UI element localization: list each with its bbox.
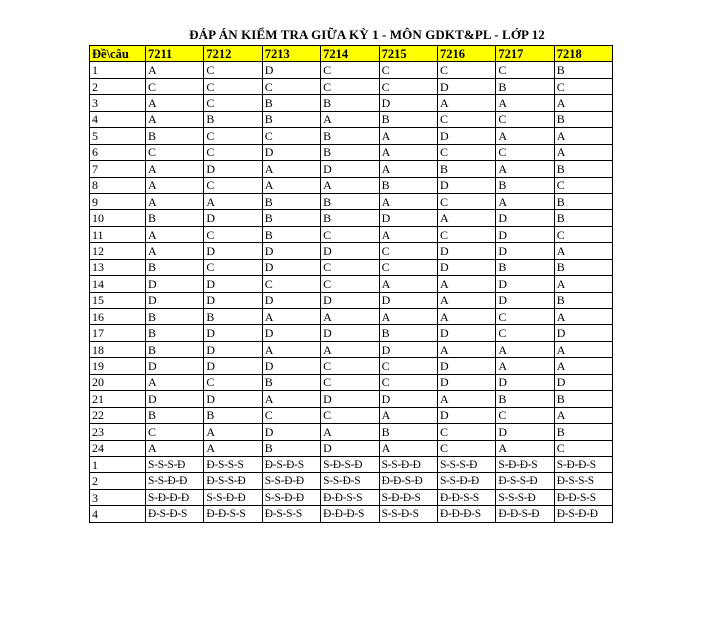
question-number-cell: 19 [90,358,146,374]
header-cell: 7214 [321,46,379,62]
answer-cell: D [554,374,612,390]
answer-cell: A [262,309,320,325]
answer-cell: C [379,259,437,275]
answer-cell: A [146,193,204,209]
answer-cell: S-S-S-Đ [437,456,495,472]
answer-cell: D [379,391,437,407]
answer-cell: Đ-S-Đ-S [262,456,320,472]
header-row [90,46,613,62]
answer-cell: S-S-Đ-Đ [437,473,495,489]
answer-cell: C [321,62,379,78]
answer-cell: C [437,144,495,160]
answer-cell: B [146,407,204,423]
answer-cell: D [204,243,262,259]
answer-cell: A [496,341,554,357]
answer-cell: B [496,391,554,407]
question-number-cell: 15 [90,292,146,308]
answer-cell: B [554,259,612,275]
answer-cell: D [262,62,320,78]
answer-cell: S-Đ-Đ-Đ [146,489,204,505]
answer-cell: A [496,440,554,456]
answer-cell: A [554,276,612,292]
answer-cell: A [554,341,612,357]
answer-cell: B [554,292,612,308]
answer-cell: B [321,210,379,226]
answer-cell: A [437,276,495,292]
answer-cell: C [321,226,379,242]
answer-cell: C [204,374,262,390]
answer-cell: D [437,259,495,275]
answer-cell: Đ-S-S-S [554,473,612,489]
question-number-cell: 22 [90,407,146,423]
answer-cell: A [146,62,204,78]
answer-cell: A [379,161,437,177]
answer-cell: D [204,210,262,226]
multiple-choice-row [90,161,613,177]
answer-cell: A [204,424,262,440]
multiple-choice-row [90,62,613,78]
true-false-row [90,456,613,472]
question-number-cell: 24 [90,440,146,456]
multiple-choice-row [90,325,613,341]
multiple-choice-row [90,243,613,259]
answer-cell: B [554,424,612,440]
answer-cell: D [379,210,437,226]
answer-cell: D [146,391,204,407]
answer-cell: S-Đ-S-Đ [321,456,379,472]
multiple-choice-row [90,309,613,325]
answer-cell: B [146,210,204,226]
question-number-cell: 23 [90,424,146,440]
answer-cell: C [554,226,612,242]
answer-cell: D [437,177,495,193]
answer-cell: A [437,95,495,111]
answer-cell: A [554,144,612,160]
answer-cell: C [321,78,379,94]
answer-cell: A [146,177,204,193]
answer-cell: A [146,243,204,259]
answer-cell: D [321,391,379,407]
answer-cell: C [321,276,379,292]
answer-cell: D [146,292,204,308]
answer-cell: D [204,161,262,177]
answer-cell: C [204,144,262,160]
answer-cell: A [379,128,437,144]
answer-cell: C [554,78,612,94]
answer-cell: A [262,341,320,357]
answer-cell: C [321,374,379,390]
answer-cell: B [262,111,320,127]
answer-cell: B [321,193,379,209]
answer-cell: Đ-S-S-Đ [496,473,554,489]
answer-cell: C [262,78,320,94]
answer-cell: S-S-Đ-Đ [379,456,437,472]
answer-cell: A [146,161,204,177]
answer-cell: S-S-Đ-Đ [146,473,204,489]
multiple-choice-row [90,193,613,209]
answer-cell: A [146,111,204,127]
answer-cell: B [262,95,320,111]
answer-cell: D [321,161,379,177]
answer-cell: C [437,226,495,242]
question-number-cell: 5 [90,128,146,144]
answer-cell: A [554,309,612,325]
answer-cell: D [496,210,554,226]
answer-cell: A [379,407,437,423]
answer-cell: C [204,128,262,144]
answer-cell: Đ-Đ-S-Đ [496,506,554,522]
answer-cell: D [437,407,495,423]
answer-cell: Đ-Đ-S-S [554,489,612,505]
answer-cell: B [321,128,379,144]
answer-cell: C [146,424,204,440]
answer-cell: B [146,325,204,341]
answer-cell: B [379,111,437,127]
answer-cell: B [262,374,320,390]
multiple-choice-row [90,111,613,127]
answer-cell: A [496,128,554,144]
answer-cell: A [321,309,379,325]
answer-cell: C [321,358,379,374]
question-number-cell: 9 [90,193,146,209]
answer-cell: B [554,161,612,177]
answer-cell: C [204,177,262,193]
answer-cell: C [321,259,379,275]
answer-cell: A [146,374,204,390]
answer-cell: D [146,358,204,374]
answer-cell: A [262,177,320,193]
answer-cell: C [437,440,495,456]
answer-cell: D [379,95,437,111]
answer-cell: B [554,111,612,127]
answer-cell: C [379,78,437,94]
multiple-choice-row [90,177,613,193]
answer-cell: C [204,226,262,242]
answer-cell: D [204,341,262,357]
answer-cell: C [437,62,495,78]
question-number-cell: 1 [90,62,146,78]
answer-cell: B [321,95,379,111]
answer-cell: D [204,391,262,407]
multiple-choice-row [90,358,613,374]
question-number-cell: 3 [90,489,146,505]
answer-cell: D [496,243,554,259]
answer-cell: A [554,128,612,144]
question-number-cell: 4 [90,111,146,127]
answer-cell: A [379,226,437,242]
answer-cell: A [496,161,554,177]
answer-cell: D [379,292,437,308]
answer-cell: B [379,424,437,440]
answer-cell: A [379,440,437,456]
answer-cell: A [262,161,320,177]
answer-cell: D [437,243,495,259]
answer-cell: S-S-Đ-S [379,506,437,522]
answer-cell: A [379,193,437,209]
multiple-choice-row [90,128,613,144]
answer-cell: A [204,193,262,209]
multiple-choice-row [90,292,613,308]
answer-cell: A [321,111,379,127]
answer-cell: A [379,276,437,292]
answer-cell: D [321,292,379,308]
answer-cell: A [496,95,554,111]
answer-cell: D [262,292,320,308]
answer-cell: D [496,226,554,242]
answer-key-table [89,45,613,523]
answer-cell: Đ-S-S-S [262,506,320,522]
answer-cell: Đ-Đ-Đ-S [437,506,495,522]
answer-cell: D [262,243,320,259]
answer-cell: B [496,78,554,94]
header-cell: Đề\câu [90,46,146,62]
answer-cell: C [437,111,495,127]
true-false-row [90,506,613,522]
answer-cell: D [379,341,437,357]
question-number-cell: 10 [90,210,146,226]
answer-cell: C [554,440,612,456]
multiple-choice-row [90,276,613,292]
answer-cell: C [496,407,554,423]
answer-cell: Đ-Đ-Đ-S [321,506,379,522]
answer-cell: A [321,177,379,193]
answer-cell: B [262,440,320,456]
question-number-cell: 4 [90,506,146,522]
answer-cell: C [204,62,262,78]
answer-cell: D [496,424,554,440]
answer-cell: S-S-Đ-Đ [262,489,320,505]
question-number-cell: 3 [90,95,146,111]
answer-cell: Đ-Đ-S-S [321,489,379,505]
answer-cell: C [379,358,437,374]
multiple-choice-row [90,424,613,440]
answer-cell: A [437,341,495,357]
question-number-cell: 21 [90,391,146,407]
answer-cell: D [204,276,262,292]
answer-cell: C [204,95,262,111]
answer-cell: C [379,243,437,259]
header-cell: 7212 [204,46,262,62]
answer-cell: A [496,193,554,209]
answer-cell: Đ-S-Đ-S [146,506,204,522]
header-cell: 7218 [554,46,612,62]
answer-cell: D [262,259,320,275]
question-number-cell: 6 [90,144,146,160]
question-number-cell: 8 [90,177,146,193]
answer-cell: D [437,358,495,374]
multiple-choice-row [90,259,613,275]
question-number-cell: 17 [90,325,146,341]
multiple-choice-row [90,144,613,160]
answer-cell: B [204,111,262,127]
answer-cell: A [321,424,379,440]
answer-cell: D [262,358,320,374]
answer-cell: A [437,309,495,325]
answer-cell: C [204,259,262,275]
answer-cell: B [146,128,204,144]
answer-cell: D [496,292,554,308]
answer-cell: D [437,374,495,390]
answer-cell: B [554,210,612,226]
answer-cell: Đ-Đ-S-Đ [379,473,437,489]
answer-cell: A [146,226,204,242]
answer-cell: D [496,276,554,292]
answer-cell: B [437,161,495,177]
answer-cell: B [204,407,262,423]
answer-cell: S-Đ-Đ-S [496,456,554,472]
answer-cell: S-S-S-Đ [146,456,204,472]
answer-cell: C [496,309,554,325]
answer-cell: C [496,144,554,160]
answer-cell: A [204,440,262,456]
multiple-choice-row [90,391,613,407]
answer-cell: A [437,391,495,407]
answer-cell: A [262,391,320,407]
answer-cell: D [321,440,379,456]
multiple-choice-row [90,78,613,94]
answer-cell: C [146,144,204,160]
answer-cell: A [554,407,612,423]
question-number-cell: 11 [90,226,146,242]
answer-cell: A [554,358,612,374]
answer-cell: A [146,95,204,111]
answer-cell: A [321,341,379,357]
answer-cell: C [204,78,262,94]
multiple-choice-row [90,374,613,390]
answer-cell: B [204,309,262,325]
answer-cell: C [379,62,437,78]
answer-cell: C [262,407,320,423]
answer-cell: B [262,226,320,242]
answer-cell: D [204,325,262,341]
header-cell: 7213 [262,46,320,62]
answer-cell: C [496,325,554,341]
answer-cell: C [379,374,437,390]
document-title: ĐÁP ÁN KIỂM TRA GIỮA KỲ 1 - MÔN GDKT&PL - LỚP 12 [189,27,545,42]
answer-cell: B [146,259,204,275]
answer-cell: D [554,325,612,341]
answer-cell: D [437,325,495,341]
multiple-choice-row [90,440,613,456]
header-cell: 7211 [146,46,204,62]
answer-cell: Đ-S-Đ-Đ [554,506,612,522]
answer-cell: S-S-Đ-Đ [262,473,320,489]
answer-cell: D [437,78,495,94]
answer-cell: S-S-Đ-S [321,473,379,489]
multiple-choice-row [90,407,613,423]
answer-cell: D [437,128,495,144]
answer-cell: B [554,62,612,78]
question-number-cell: 13 [90,259,146,275]
answer-cell: C [496,62,554,78]
answer-cell: D [321,325,379,341]
answer-cell: A [379,144,437,160]
answer-cell: B [554,193,612,209]
answer-cell: B [262,210,320,226]
question-number-cell: 2 [90,473,146,489]
answer-cell: Đ-Đ-S-S [204,506,262,522]
answer-cell: D [262,325,320,341]
answer-cell: D [321,243,379,259]
answer-cell: C [321,407,379,423]
question-number-cell: 14 [90,276,146,292]
header-cell: 7216 [437,46,495,62]
answer-cell: S-S-S-Đ [496,489,554,505]
answer-cell: S-Đ-Đ-S [379,489,437,505]
answer-cell: B [146,341,204,357]
answer-cell: B [262,193,320,209]
answer-cell: A [496,358,554,374]
answer-cell: Đ-S-S-S [204,456,262,472]
answer-cell: D [262,144,320,160]
answer-cell: A [146,440,204,456]
question-number-cell: 12 [90,243,146,259]
answer-cell: B [321,144,379,160]
answer-cell: C [496,111,554,127]
answer-cell: B [496,259,554,275]
answer-cell: B [554,391,612,407]
question-number-cell: 16 [90,309,146,325]
answer-cell: Đ-Đ-S-S [437,489,495,505]
question-number-cell: 20 [90,374,146,390]
answer-cell: Đ-S-S-Đ [204,473,262,489]
true-false-row [90,473,613,489]
multiple-choice-row [90,95,613,111]
answer-cell: D [496,374,554,390]
answer-cell: B [496,177,554,193]
answer-cell: B [146,309,204,325]
question-number-cell: 7 [90,161,146,177]
answer-cell: A [437,210,495,226]
answer-cell: C [554,177,612,193]
true-false-row [90,489,613,505]
question-number-cell: 1 [90,456,146,472]
answer-cell: D [204,358,262,374]
answer-cell: B [379,325,437,341]
header-cell: 7217 [496,46,554,62]
answer-cell: C [437,424,495,440]
answer-cell: A [379,309,437,325]
question-number-cell: 2 [90,78,146,94]
answer-cell: D [262,424,320,440]
question-number-cell: 18 [90,341,146,357]
answer-cell: A [437,292,495,308]
answer-cell: C [262,128,320,144]
multiple-choice-row [90,341,613,357]
multiple-choice-row [90,226,613,242]
answer-cell: B [379,177,437,193]
answer-cell: C [437,193,495,209]
answer-cell: A [554,243,612,259]
answer-cell: S-S-Đ-Đ [204,489,262,505]
answer-cell: D [204,292,262,308]
answer-cell: C [262,276,320,292]
header-cell: 7215 [379,46,437,62]
multiple-choice-row [90,210,613,226]
answer-cell: S-Đ-Đ-S [554,456,612,472]
answer-cell: A [554,95,612,111]
answer-cell: C [146,78,204,94]
answer-cell: D [146,276,204,292]
